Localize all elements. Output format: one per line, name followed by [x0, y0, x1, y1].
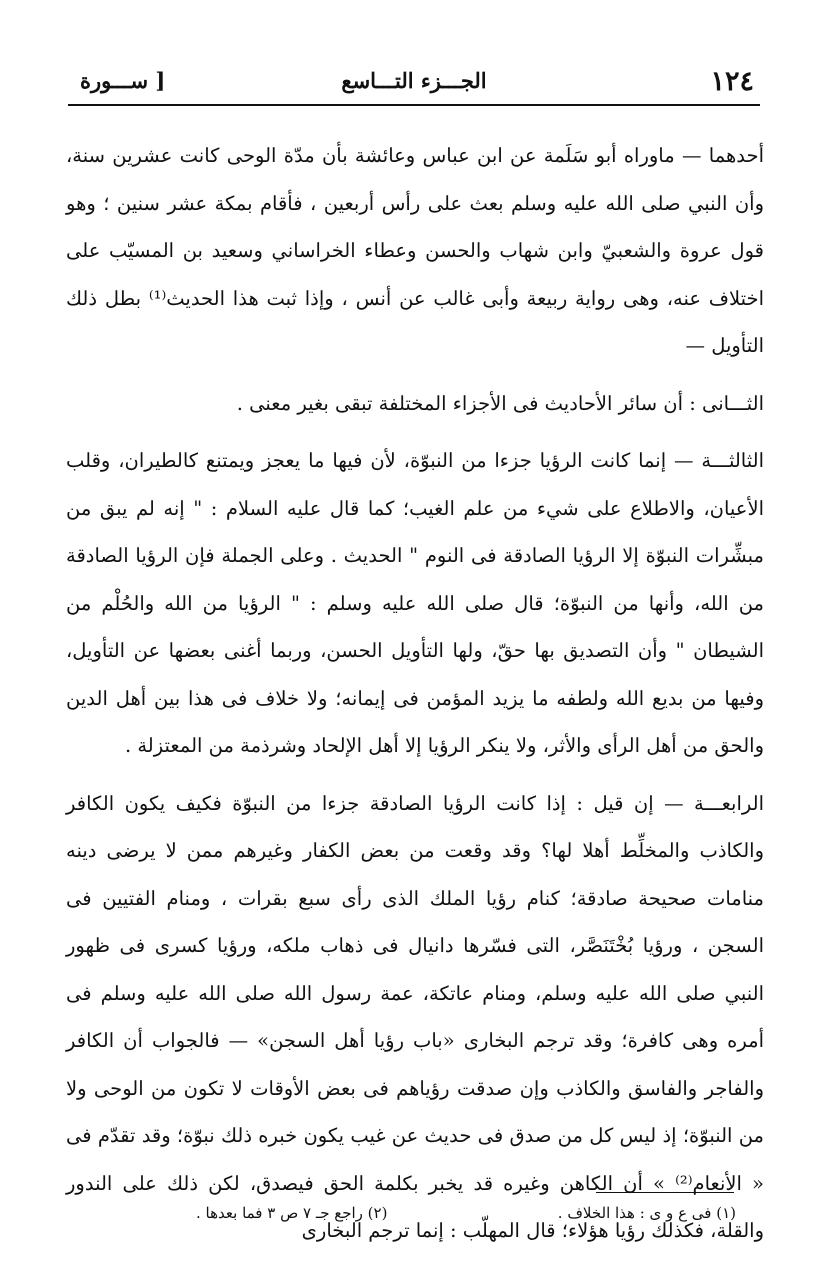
footnote-divider [596, 1192, 734, 1193]
footnotes [196, 1204, 736, 1222]
paragraph-fourth-issue: الرابعـــة — إن قيل : إذا كانت الرؤيا الصادقة جزءا من النبوّة فكيف يكون الكافر والكاذب والمخلِّط أهلا لها؟ وقد وقعت من بعض الكفار وغيرهم ممن لا يرضى دينه منامات صحيحة صادقة؛ كنام رؤيا الملك الذى رأى سبع بقرات ، ومنام الفتيين فى السجن ، ورؤيا بُخْتَنَصَّر، التى فسّرها دانيال فى ذهاب ملكه، ورؤيا كسرى فى ظهور النبي صلى الله عليه وسلم، ومنام عاتكة، عمة رسول الله صلى الله عليه وسلم فى أمره وهى كافرة؛ وقد ترجم البخارى «باب رؤيا أهل السجن» — فالجواب أن الكافر والفاجر والفاسق والكاذب وإن صدقت رؤياهم فى بعض الأوقات لا تكون من الوحى ولا من النبوّة؛ إذ ليس كل من صدق فى حديث عن غيب يكون خبره ذلك نبوّة؛ وقد تقدّم فى « الأنعام⁽²⁾ » أن الكاهن وغيره قد يخبر بكلمة الحق فيصدق، لكن ذلك على الندور والقلة، فكذلك رؤيا هؤلاء؛ قال المهلّب : إنما ترجم البخارى [66, 791, 764, 1242]
paragraph-second-interpretation: الثـــانى : أن سائر الأحاديث فى الأجزاء المختلفة تبقى بغير معنى . [236, 391, 764, 415]
page-number: ١٢٤ [710, 66, 754, 97]
running-title: الجـــزء التـــاسع [341, 68, 487, 93]
paragraph-third-issue: الثالثـــة — إنما كانت الرؤيا جزءا من النبوّة، لأن فيها ما يعجز ويمتنع كالطيران، وقلب الأعيان، والاطلاع على شيء من علم الغيب؛ كما قال عليه السلام : " إنه لم يبق من مبشِّرات النبوّة إلا الرؤيا الصادقة فى النوم " الحديث . وعلى الجملة فإن الرؤيا الصادقة من الله، وأنها من النبوّة؛ قال صلى الله عليه وسلم : " الرؤيا من الله والحُلْم من الشيطان " وأن التصديق بها حقّ، ولها التأويل الحسن، وربما أغنى بعضها عن التأويل، وفيها من بديع الله ولطفه ما يزيد المؤمن فى إيمانه؛ ولا خلاف فى هذا بين أهل الدين والحق من أهل الرأى والأثر، ولا ينكر الرؤيا إلا أهل الإلحاد وشرذمة من المعتزلة . [66, 449, 764, 757]
surah-label: [ ســـورة [80, 68, 166, 93]
footnote-2: (٢) راجع جـ ٧ ص ٣ فما بعدها . [196, 1204, 388, 1222]
footnote-1: (١) فى ع و ى : هذا الخلاف . [557, 1204, 736, 1222]
paragraph-first-interpretation: أحدهما — ماوراه أبو سَلَمة عن ابن عباس وعائشة بأن مدّة الوحى كانت عشرين سنة، وأن النبي صلى الله عليه وسلم بعث على رأس أربعين ، فأقام بمكة عشر سنين ؛ وهو قول عروة والشعبيّ وابن شهاب والحسن وعطاء الخراساني وسعيد بن المسيّب على اختلاف عنه، وهى رواية ربيعة وأبى غالب عن أنس ، وإذا ثبت هذا الحديث⁽¹⁾ بطل ذلك التأويل — [66, 144, 764, 357]
body-text [66, 132, 764, 1255]
header-divider [68, 104, 760, 106]
page-header [68, 62, 760, 102]
